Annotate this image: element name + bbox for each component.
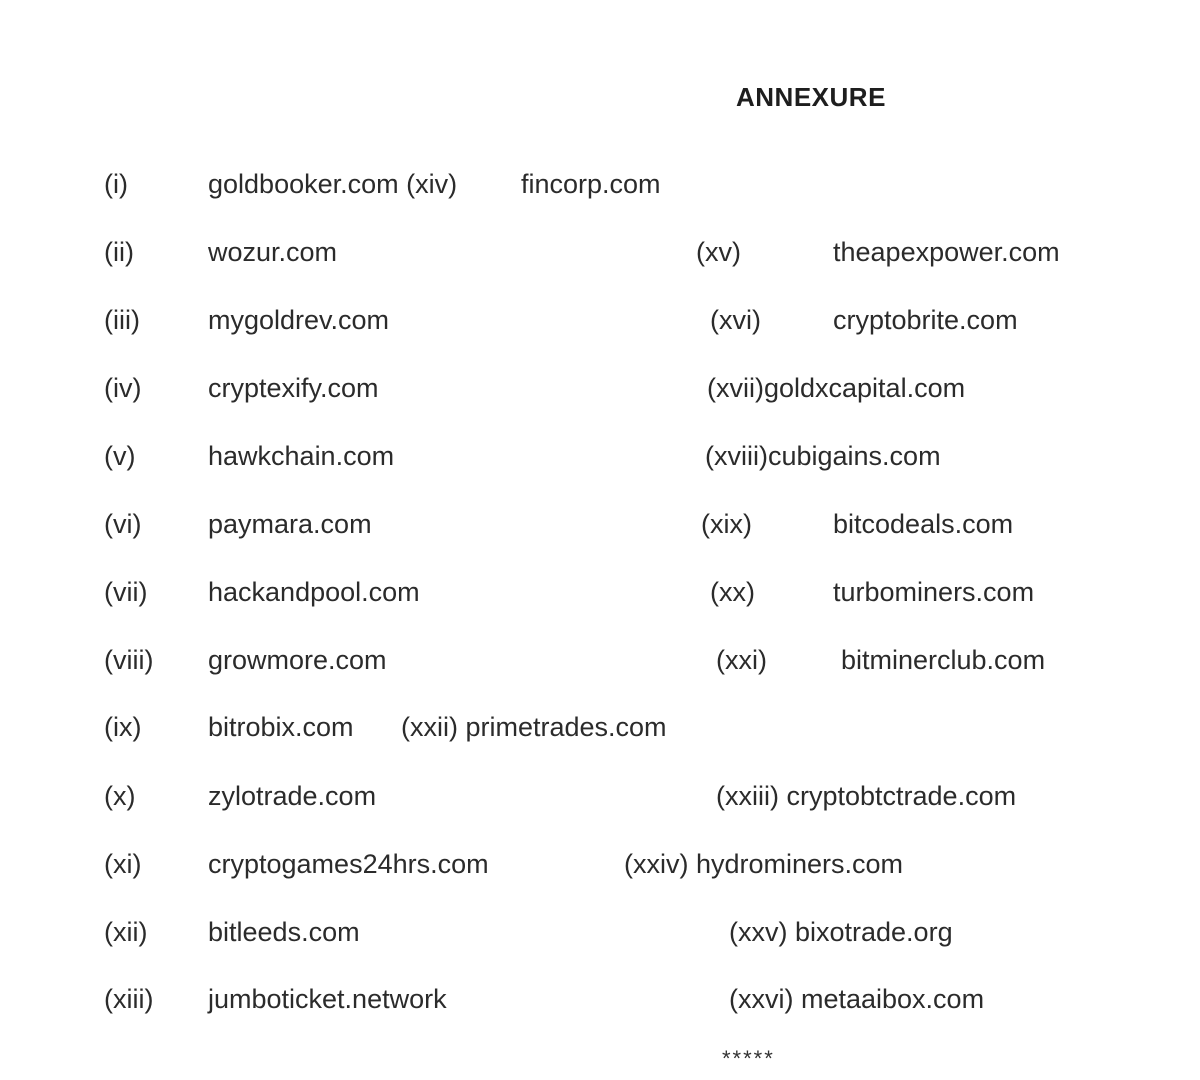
list-number: (vi) <box>104 509 142 539</box>
list-item: wozur.com <box>208 237 338 267</box>
list-number: (xv) <box>696 237 741 267</box>
list-item: turbominers.com <box>833 577 1035 607</box>
list-item: (xxii) primetrades.com <box>401 712 667 742</box>
list-item: bitleeds.com <box>208 917 360 947</box>
list-item: (xviii)cubigains.com <box>705 441 941 471</box>
list-number: (xii) <box>104 917 148 947</box>
list-number: (xi) <box>104 849 142 879</box>
list-item: bitrobix.com <box>208 712 354 742</box>
list-number: (vii) <box>104 577 148 607</box>
list-item: paymara.com <box>208 509 372 539</box>
page-title: ANNEXURE <box>736 82 886 112</box>
list-item: theapexpower.com <box>833 237 1060 267</box>
end-marker: ***** <box>722 1046 775 1071</box>
list-number: (v) <box>104 441 136 471</box>
list-number: (i) <box>104 169 128 199</box>
list-number: (iii) <box>104 305 140 335</box>
list-number: (ii) <box>104 237 134 267</box>
list-item: goldbooker.com (xiv) <box>208 169 458 199</box>
list-number: (iv) <box>104 373 142 403</box>
list-item: (xxv) bixotrade.org <box>729 917 953 947</box>
list-number: (x) <box>104 781 136 811</box>
list-item: hawkchain.com <box>208 441 395 471</box>
list-item: (xvii)goldxcapital.com <box>707 373 966 403</box>
list-number: (xix) <box>701 509 752 539</box>
list-item: cryptobrite.com <box>833 305 1018 335</box>
list-number: (xx) <box>710 577 755 607</box>
list-item: bitminerclub.com <box>841 645 1046 675</box>
list-item: cryptexify.com <box>208 373 379 403</box>
list-item: mygoldrev.com <box>208 305 390 335</box>
list-item: fincorp.com <box>521 169 661 199</box>
list-item: zylotrade.com <box>208 781 377 811</box>
list-item: bitcodeals.com <box>833 509 1014 539</box>
list-number: (ix) <box>104 712 142 742</box>
list-item: growmore.com <box>208 645 387 675</box>
list-item: cryptogames24hrs.com <box>208 849 489 879</box>
list-item: hackandpool.com <box>208 577 420 607</box>
list-number: (xvi) <box>710 305 761 335</box>
list-number: (viii) <box>104 645 154 675</box>
list-number: (xxi) <box>716 645 767 675</box>
list-item: jumboticket.network <box>208 984 447 1014</box>
list-number: (xiii) <box>104 984 154 1014</box>
list-item: (xxvi) metaaibox.com <box>729 984 985 1014</box>
list-item: (xxiv) hydrominers.com <box>624 849 904 879</box>
list-item: (xxiii) cryptobtctrade.com <box>716 781 1017 811</box>
